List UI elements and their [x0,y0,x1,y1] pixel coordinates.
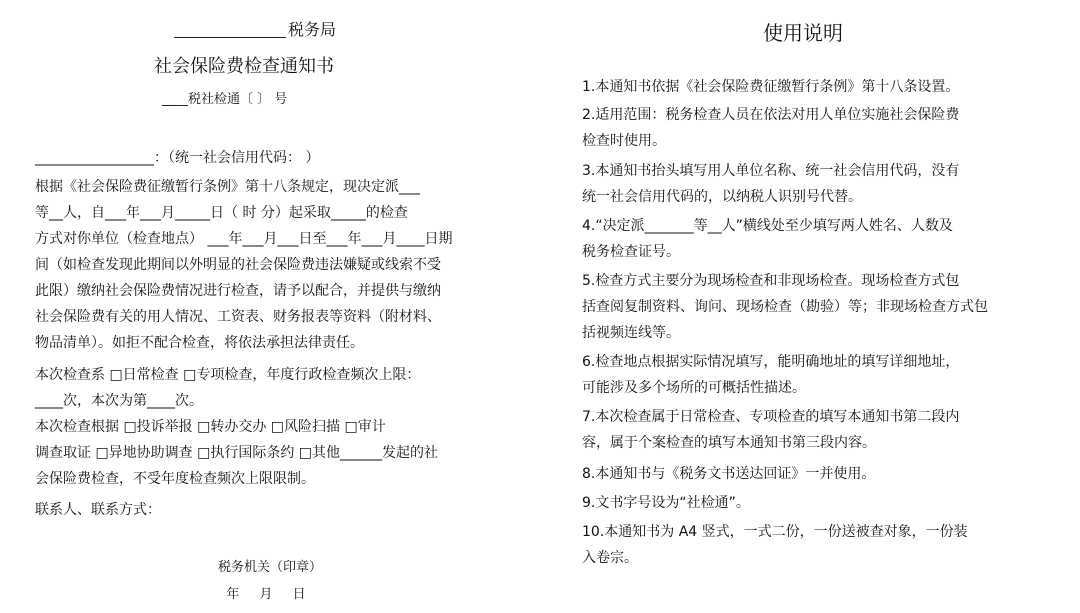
issuing-authority-seal: 税务机关（印章） [217,560,322,575]
instruction-line-15: 8.本通知书与《税务文书送达回证》一并使用。 [582,466,876,482]
notice-line-7: 社会保险费有关的用人情况、工资表、财务报表等资料（附材料、 [35,309,441,325]
instructions-title: 使用说明 [763,21,843,45]
instructions-page [540,0,1080,613]
instruction-line-1: 1.本通知书依据《社会保险费征缴暂行条例》第十八条设置。 [582,79,960,95]
tax-bureau-suffix: 税务局 [288,20,337,39]
instruction-line-17: 10.本通知书为 A4 竖式，一式二份，一份送被查对象，一份装 [582,524,968,540]
instruction-line-4: 3.本通知书抬头填写用人单位名称、统一社会信用代码，没有 [582,163,960,179]
instruction-line-16: 9.文书字号设为“社检通”。 [582,495,750,511]
notice-title: 社会保险费检查通知书 [154,56,334,77]
tax-bureau-blank [174,22,286,38]
notice-line-4: 方式对你单位（检查地点） ___年___月___日至___年___月____日期 [35,231,453,247]
instruction-line-8: 5.检查方式主要分为现场检查和非现场检查。现场检查方式包 [582,273,960,289]
instruction-line-5: 统一社会信用代码的，以纳税人识别号代替。 [582,189,862,205]
instruction-line-18: 入卷宗。 [582,550,638,566]
notice-line-8: 物品清单）。如拒不配合检查，将依法承担法律责任。 [35,335,364,351]
instruction-line-14: 容，属于个案检查的填写本通知书第三段内容。 [582,435,876,451]
notice-line-13: 会保险费检查，不受年度检查频次上限限制。 [35,471,315,487]
instruction-line-13: 7.本次检查属于日常检查、专项检查的填写本通知书第二段内 [582,409,960,425]
notice-line-2: 根据《社会保险费征缴暂行条例》第十八条规定，现决定派___ [35,179,420,195]
instruction-line-12: 可能涉及多个场所的可概括性描述。 [582,380,806,396]
instruction-line-6: 4.“决定派_______等__人”横线处至少填写两人姓名、人数及 [582,218,953,234]
notice-line-10: ____次，本次为第____次。 [35,393,203,409]
instruction-line-10: 括视频连线等。 [582,325,680,341]
notice-line-1: _________________：（统一社会信用代码： ） [35,150,320,166]
instruction-line-11: 6.检查地点根据实际情况填写，能明确地址的填写详细地址， [582,354,960,370]
instruction-line-7: 税务检查证号。 [582,244,680,260]
notice-line-9: 本次检查系 □日常检查 □专项检查，年度行政检查频次上限： [35,367,421,383]
instruction-line-3: 检查时使用。 [582,133,666,149]
document-number: ____税社检通〔 〕 号 [162,92,288,107]
notice-line-5: 间（如检查发现此期间以外明显的社会保险费违法嫌疑或线索不受 [35,257,441,273]
instruction-line-2: 2.适用范围：税务检查人员在依法对用人单位实施社会保险费 [582,107,960,123]
notice-line-14: 联系人、联系方式： [35,502,161,518]
issue-date: 年 月 日 [226,587,314,602]
notice-line-11: 本次检查根据 □投诉举报 □转办交办 □风险扫描 □审计 [35,419,386,435]
tax-bureau-header [174,22,336,38]
instruction-line-9: 括查阅复制资料、询问、现场检查（勘验）等；非现场检查方式包 [582,299,988,315]
notice-line-6: 此限）缴纳社会保险费情况进行检查，请予以配合，并提供与缴纳 [35,283,441,299]
notice-line-3: 等__人，自___年___月_____日（ 时 分）起采取_____的检查 [35,205,408,221]
notice-line-12: 调查取证 □异地协助调查 □执行国际条约 □其他______发起的社 [35,445,439,461]
